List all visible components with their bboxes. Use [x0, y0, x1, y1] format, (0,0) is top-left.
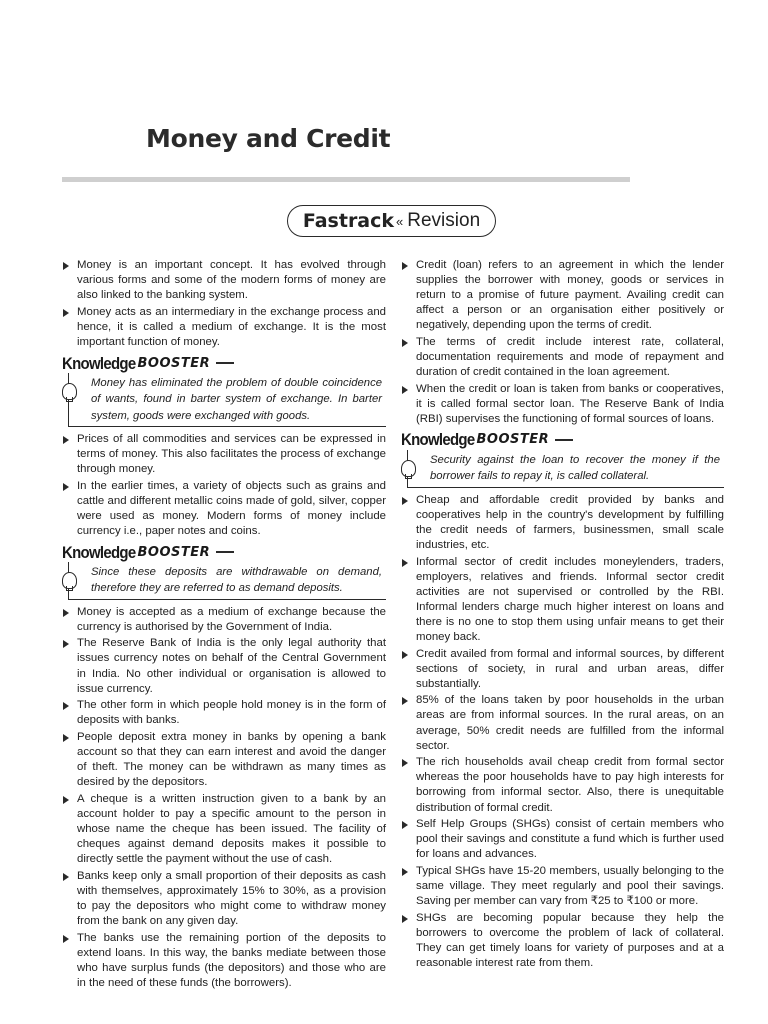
triangle-bullet-icon [402, 262, 408, 270]
bullet-text: The rich households avail cheap credit from formal sector whereas the poor households have to pay high interests for borrowing from informal sector. Also, there is unequitable distribution of formal credit. [416, 756, 724, 814]
triangle-bullet-icon [63, 796, 69, 804]
bullet-item [401, 258, 724, 333]
left-column [62, 258, 386, 993]
bullet-item [62, 258, 386, 303]
bullet-item [401, 493, 724, 553]
lightbulb-icon [62, 383, 77, 400]
bullet-item [401, 864, 724, 909]
triangle-bullet-icon [402, 386, 408, 394]
bullet-item [62, 869, 386, 929]
knowledge-booster-heading [401, 430, 724, 450]
bullet-item [62, 698, 386, 728]
right-column [401, 258, 724, 973]
booster-label: BOOSTER [137, 355, 211, 371]
fastrack-revision-badge [287, 205, 496, 237]
bullet-text: Prices of all commodities and services can be expressed in terms of money. This also facilitates the process of exchange through money. [77, 432, 386, 476]
knowledge-label: Knowledge [62, 542, 136, 562]
bullet-text: The terms of credit include interest rate, collateral, documentation requirements and mode of repayment and duration of credit contained in the loan agreement. [416, 335, 724, 379]
bullet-text: The banks use the remaining portion of the deposits to extend loans. In this way, the banks mediate between those who have surplus funds (the depositors) and those who are in the need of these funds (the borrowers). [77, 931, 386, 989]
booster-label: BOOSTER [137, 544, 211, 560]
booster-note: Money has eliminated the problem of double coincidence of wants, found in barter system of exchange. In barter system, goods were exchanged with goods. [91, 377, 382, 422]
bullet-text: Informal sector of credit includes moneylenders, traders, employers, relatives and friends. Informal sector credit activities are not supervised or controlled by the RBI. Informal lenders charge much higher interest on loans and there is no one to stop them using unfair means to get their money back. [416, 555, 724, 643]
knowledge-label: Knowledge [62, 353, 136, 373]
bullet-item [62, 432, 386, 477]
triangle-bullet-icon [63, 734, 69, 742]
knowledge-booster-text [68, 373, 386, 427]
bullet-text: A cheque is a written instruction given to a bank by an account holder to pay a specific amount to the person in whose name the cheque has been issued. The facility of cheques against demand deposits makes it possible to directly settle the payment without the use of cash. [77, 792, 386, 866]
triangle-bullet-icon [402, 697, 408, 705]
triangle-bullet-icon [402, 497, 408, 505]
lightbulb-icon [401, 460, 416, 477]
bullet-text: Typical SHGs have 15-20 members, usually belonging to the same village. They meet regularly and pool their savings. Saving per member can vary from ₹25 to ₹100 or more. [416, 864, 724, 908]
bullet-text: When the credit or loan is taken from banks or cooperatives, it is called formal sector loan. The Reserve Bank of India (RBI) supervises the functioning of formal sources of loans. [416, 382, 724, 425]
bullet-item [62, 479, 386, 539]
bullet-item [401, 755, 724, 815]
triangle-bullet-icon [63, 935, 69, 943]
booster-note: Since these deposits are withdrawable on demand, therefore they are referred to as demand deposits. [91, 566, 382, 595]
triangle-bullet-icon [402, 821, 408, 829]
double-chevron-icon: « [396, 213, 404, 229]
triangle-bullet-icon [402, 339, 408, 347]
booster-label: BOOSTER [476, 432, 550, 448]
bullet-item [401, 693, 724, 753]
knowledge-booster-heading [62, 542, 386, 562]
knowledge-booster-heading [62, 353, 386, 373]
triangle-bullet-icon [63, 640, 69, 648]
triangle-bullet-icon [402, 868, 408, 876]
bullet-item [62, 605, 386, 635]
triangle-bullet-icon [402, 559, 408, 567]
knowledge-booster-box [401, 430, 724, 488]
booster-note: Security against the loan to recover the money if the borrower fails to repay it, is called collateral. [430, 454, 720, 483]
bullet-text: In the earlier times, a variety of objects such as grains and cattle and different metallic coins made of gold, silver, copper were used as money. Modern forms of money include currency i.e., paper notes and coins. [77, 479, 386, 538]
bullet-item [62, 636, 386, 696]
fastrack-brand: Fastrack [302, 210, 395, 232]
bullet-item [401, 817, 724, 862]
bullet-item [401, 335, 724, 380]
bullet-text: Money acts as an intermediary in the exchange process and hence, it is called a medium of exchange. It is the most important function of money. [77, 305, 386, 348]
bullet-text: Credit availed from formal and informal sources, by different sections of society, in rural and urban areas, differ substantially. [416, 647, 724, 690]
heading-dash [216, 551, 234, 553]
triangle-bullet-icon [63, 609, 69, 617]
title-divider [62, 177, 630, 182]
bullet-text: The Reserve Bank of India is the only legal authority that issues currency notes on behalf of the Central Government in India. No other individual or organisation is allowed to issue currency. [77, 637, 386, 695]
bullet-item [401, 382, 724, 427]
bullet-text: The other form in which people hold money is in the form of deposits with banks. [77, 699, 386, 727]
knowledge-booster-box [62, 542, 386, 600]
revision-label: Revision [407, 210, 481, 231]
triangle-bullet-icon [402, 651, 408, 659]
knowledge-label: Knowledge [401, 430, 475, 450]
bullet-item [62, 305, 386, 350]
heading-dash [216, 362, 234, 364]
bullet-text: Banks keep only a small proportion of their deposits as cash with themselves, approximately 15% to 30%, as a provision to pay the depositors who might come to withdraw money from the bank on any given day. [77, 869, 386, 928]
bullet-item [401, 911, 724, 971]
heading-dash [555, 439, 573, 441]
bullet-text: SHGs are becoming popular because they help the borrowers to overcome the problem of lack of collateral. They can get timely loans for variety of purposes and at a reasonable interest rate from them. [416, 911, 724, 969]
triangle-bullet-icon [402, 759, 408, 767]
triangle-bullet-icon [63, 702, 69, 710]
triangle-bullet-icon [63, 262, 69, 270]
bullet-text: Money is accepted as a medium of exchange because the currency is authorised by the Government of India. [77, 605, 386, 633]
triangle-bullet-icon [63, 483, 69, 491]
triangle-bullet-icon [63, 309, 69, 317]
triangle-bullet-icon [63, 436, 69, 444]
bullet-item [62, 931, 386, 991]
bullet-text: People deposit extra money in banks by opening a bank account so that they can earn interest and avoid the danger of theft. The money can be withdrawn as many times as desired by the depositors. [77, 730, 386, 789]
knowledge-booster-text [68, 562, 386, 600]
bullet-item [401, 647, 724, 692]
knowledge-booster-text [407, 450, 724, 488]
bullet-text: 85% of the loans taken by poor households in the urban areas are from informal sources. In the rural areas, on an average, 50% credit needs are fulfilled from the informal sector. [416, 694, 724, 752]
knowledge-booster-box [62, 353, 386, 427]
bullet-item [62, 792, 386, 867]
bullet-item [401, 555, 724, 646]
lightbulb-icon [62, 572, 77, 589]
triangle-bullet-icon [402, 915, 408, 923]
bullet-item [62, 730, 386, 790]
bullet-text: Credit (loan) refers to an agreement in which the lender supplies the borrower with money, goods or services in return to a promise of future payment. Availing credit can affect a person or an organisation either positively or negatively, depending upon the terms of credit. [416, 259, 724, 332]
page-title: Money and Credit [146, 124, 391, 153]
bullet-text: Money is an important concept. It has evolved through various forms and some of the modern forms of money are also linked to the banking system. [77, 259, 386, 302]
bullet-text: Self Help Groups (SHGs) consist of certain members who pool their savings and constitute a fund which is further used for loans and advances. [416, 818, 724, 861]
bullet-text: Cheap and affordable credit provided by banks and cooperatives help in the country's development by fulfilling the credit needs of farmers, businessmen, small scale industries, etc. [416, 493, 724, 551]
triangle-bullet-icon [63, 873, 69, 881]
